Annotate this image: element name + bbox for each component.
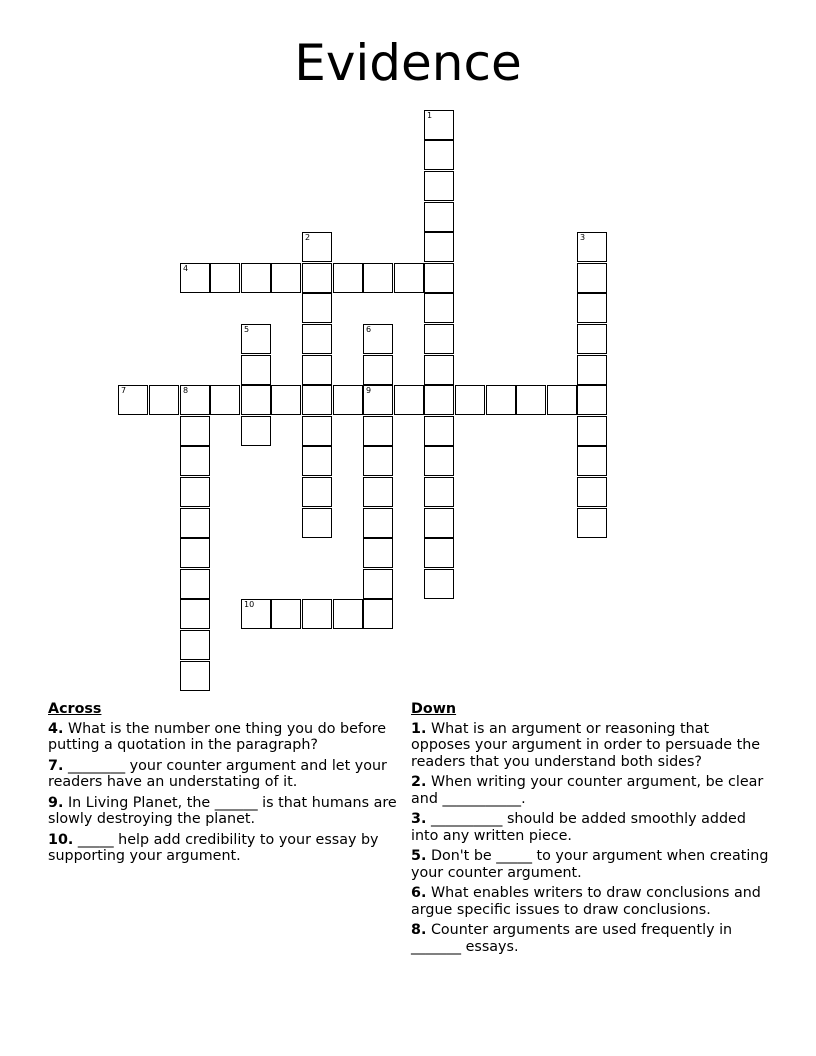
cell-number: 3 xyxy=(580,233,586,242)
cell-number: 8 xyxy=(183,386,189,395)
grid-cell[interactable] xyxy=(577,477,607,507)
grid-cell[interactable] xyxy=(180,385,210,415)
grid-cell[interactable] xyxy=(577,293,607,323)
clue-text: _____ help add credibility to your essay by supporting your argument. xyxy=(48,831,379,864)
clue-number: 3. xyxy=(411,811,427,827)
grid-cell[interactable] xyxy=(394,263,424,293)
grid-cell[interactable] xyxy=(363,385,393,415)
grid-cell[interactable] xyxy=(424,538,454,568)
clue-down-6 xyxy=(411,885,771,918)
grid-cell[interactable] xyxy=(333,385,363,415)
clue-down-1 xyxy=(411,721,771,771)
grid-cell[interactable] xyxy=(271,385,301,415)
grid-cell[interactable] xyxy=(394,385,424,415)
grid-cell[interactable] xyxy=(180,508,210,538)
grid-cell[interactable] xyxy=(363,508,393,538)
grid-cell[interactable] xyxy=(424,477,454,507)
down-clues xyxy=(411,701,771,959)
clue-number: 7. xyxy=(48,757,64,774)
grid-cell[interactable] xyxy=(455,385,485,415)
grid-cell[interactable] xyxy=(180,446,210,476)
grid-cell[interactable] xyxy=(547,385,577,415)
grid-cell[interactable] xyxy=(333,599,363,629)
grid-cell[interactable] xyxy=(302,385,332,415)
clue-number: 10. xyxy=(48,831,74,848)
grid-cell[interactable] xyxy=(180,416,210,446)
clue-across-7 xyxy=(48,758,398,791)
clue-text: What is an argument or reasoning that opposes your argument in order to persuade the readers that you understand both sides? xyxy=(411,720,761,770)
grid-cell[interactable] xyxy=(424,385,454,415)
grid-cell[interactable] xyxy=(424,416,454,446)
grid-cell[interactable] xyxy=(424,569,454,599)
clue-number: 2. xyxy=(411,774,427,790)
grid-cell[interactable] xyxy=(118,385,148,415)
grid-cell[interactable] xyxy=(577,324,607,354)
grid-cell[interactable] xyxy=(424,263,454,293)
grid-cell[interactable] xyxy=(302,477,332,507)
grid-cell[interactable] xyxy=(363,538,393,568)
grid-cell[interactable] xyxy=(180,477,210,507)
grid-cell[interactable] xyxy=(577,385,607,415)
grid-cell[interactable] xyxy=(210,263,240,293)
grid-cell[interactable] xyxy=(302,416,332,446)
grid-cell[interactable] xyxy=(424,110,454,140)
grid-cell[interactable] xyxy=(363,416,393,446)
grid-cell[interactable] xyxy=(424,171,454,201)
cell-number: 6 xyxy=(366,325,372,334)
grid-cell[interactable] xyxy=(241,385,271,415)
grid-cell[interactable] xyxy=(241,263,271,293)
down-heading: Down xyxy=(411,701,457,717)
grid-cell[interactable] xyxy=(577,232,607,262)
grid-cell[interactable] xyxy=(271,263,301,293)
grid-cell[interactable] xyxy=(424,355,454,385)
grid-cell[interactable] xyxy=(149,385,179,415)
clue-number: 1. xyxy=(411,720,427,737)
clue-text: Counter arguments are used frequently in _______ essays. xyxy=(411,922,733,955)
grid-cell[interactable] xyxy=(363,599,393,629)
cell-number: 5 xyxy=(244,325,250,334)
grid-cell[interactable] xyxy=(424,232,454,262)
grid-cell[interactable] xyxy=(302,355,332,385)
grid-cell[interactable] xyxy=(241,416,271,446)
cell-number: 7 xyxy=(121,386,127,395)
grid-cell[interactable] xyxy=(424,324,454,354)
grid-cell[interactable] xyxy=(424,140,454,170)
grid-cell[interactable] xyxy=(577,446,607,476)
grid-cell[interactable] xyxy=(516,385,546,415)
grid-cell[interactable] xyxy=(241,355,271,385)
grid-cell[interactable] xyxy=(302,232,332,262)
clue-down-3 xyxy=(411,811,771,844)
grid-cell[interactable] xyxy=(302,508,332,538)
clue-number: 4. xyxy=(48,720,64,737)
grid-cell[interactable] xyxy=(302,446,332,476)
grid-cell[interactable] xyxy=(302,263,332,293)
cell-number: 1 xyxy=(427,111,433,120)
grid-cell[interactable] xyxy=(210,385,240,415)
clue-down-2 xyxy=(411,774,771,807)
clue-number: 9. xyxy=(48,794,64,811)
clue-text: ________ your counter argument and let your readers have an understating of it. xyxy=(48,757,387,790)
cell-number: 9 xyxy=(366,386,372,395)
cell-number: 10 xyxy=(244,600,255,609)
grid-cell[interactable] xyxy=(577,355,607,385)
grid-cell[interactable] xyxy=(486,385,516,415)
grid-cell[interactable] xyxy=(577,508,607,538)
grid-cell[interactable] xyxy=(180,569,210,599)
clue-across-9 xyxy=(48,795,398,828)
clue-down-5 xyxy=(411,848,771,881)
clue-text: In Living Planet, the ______ is that humans are slowly destroying the planet. xyxy=(48,794,397,827)
grid-cell[interactable] xyxy=(302,293,332,323)
grid-cell[interactable] xyxy=(180,538,210,568)
clue-across-10 xyxy=(48,832,398,865)
clue-text: When writing your counter argument, be clear and ___________. xyxy=(411,774,764,807)
grid-cell[interactable] xyxy=(180,661,210,691)
cell-number: 2 xyxy=(305,233,311,242)
across-heading: Across xyxy=(48,701,102,717)
grid-cell[interactable] xyxy=(302,324,332,354)
grid-cell[interactable] xyxy=(424,446,454,476)
grid-cell[interactable] xyxy=(363,324,393,354)
clue-number: 8. xyxy=(411,922,427,938)
clue-down-8 xyxy=(411,922,771,955)
clue-text: What is the number one thing you do before putting a quotation in the paragraph? xyxy=(48,720,387,753)
grid-cell[interactable] xyxy=(271,599,301,629)
grid-cell[interactable] xyxy=(363,446,393,476)
puzzle-title: Evidence xyxy=(294,34,522,92)
grid-cell[interactable] xyxy=(363,355,393,385)
grid-cell[interactable] xyxy=(424,202,454,232)
grid-cell[interactable] xyxy=(180,630,210,660)
clue-across-4 xyxy=(48,721,398,754)
grid-cell[interactable] xyxy=(577,263,607,293)
grid-cell[interactable] xyxy=(180,599,210,629)
clue-text: Don't be _____ to your argument when creating your counter argument. xyxy=(411,848,769,881)
across-clues xyxy=(48,701,398,869)
grid-cell[interactable] xyxy=(577,416,607,446)
grid-cell[interactable] xyxy=(424,293,454,323)
clue-number: 6. xyxy=(411,885,427,901)
grid-cell[interactable] xyxy=(241,324,271,354)
grid-cell[interactable] xyxy=(424,508,454,538)
grid-cell[interactable] xyxy=(302,599,332,629)
clue-number: 5. xyxy=(411,848,427,864)
grid-cell[interactable] xyxy=(180,263,210,293)
grid-cell[interactable] xyxy=(363,263,393,293)
clue-text: __________ should be added smoothly added into any written piece. xyxy=(411,811,746,844)
grid-cell[interactable] xyxy=(241,599,271,629)
grid-cell[interactable] xyxy=(363,477,393,507)
clue-text: What enables writers to draw conclusions and argue specific issues to draw conclusions. xyxy=(411,885,761,918)
grid-cell[interactable] xyxy=(363,569,393,599)
grid-cell[interactable] xyxy=(333,263,363,293)
cell-number: 4 xyxy=(183,264,189,273)
